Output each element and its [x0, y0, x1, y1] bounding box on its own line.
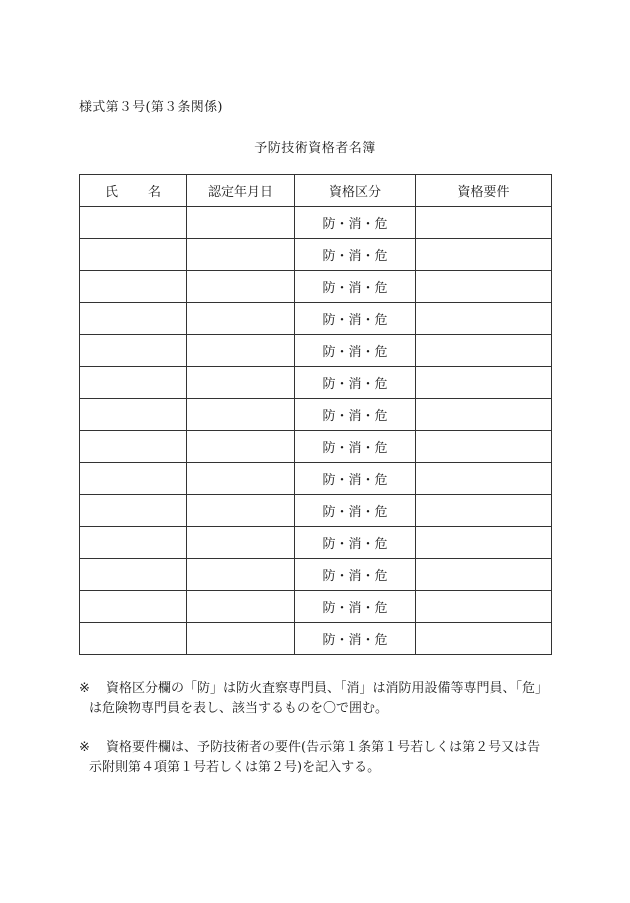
cell-qualification-requirement[interactable]: [416, 399, 552, 431]
form-number-label: 様式第３号(第３条関係): [79, 100, 223, 115]
note-text-line: 資格要件欄は、予防技術者の要件(告示第１条第１号若しくは第２号又は告: [106, 740, 541, 755]
note-qualification-class: [79, 679, 559, 719]
cell-qualification-class[interactable]: 防・消・危: [295, 367, 416, 399]
cell-qualification-class[interactable]: 防・消・危: [295, 527, 416, 559]
cell-name[interactable]: [80, 399, 187, 431]
note-text-line: 資格区分欄の「防」は防火査察専門員、「消」は消防用設備等専門員、「危」: [106, 681, 549, 696]
cell-qualification-requirement[interactable]: [416, 495, 552, 527]
table-row: [80, 303, 552, 335]
table-row: [80, 591, 552, 623]
cell-name[interactable]: [80, 463, 187, 495]
cell-qualification-requirement[interactable]: [416, 303, 552, 335]
column-header-name: [80, 175, 187, 207]
cell-name[interactable]: [80, 303, 187, 335]
cell-certified-date[interactable]: [187, 271, 295, 303]
cell-qualification-requirement[interactable]: [416, 431, 552, 463]
cell-qualification-class[interactable]: 防・消・危: [295, 303, 416, 335]
cell-certified-date[interactable]: [187, 207, 295, 239]
cell-certified-date[interactable]: [187, 303, 295, 335]
note-text-line: 示附則第４項第１号若しくは第２号)を記入する。: [89, 760, 381, 775]
note-mark: ※: [79, 681, 90, 696]
cell-name[interactable]: [80, 623, 187, 655]
cell-certified-date[interactable]: [187, 463, 295, 495]
cell-qualification-requirement[interactable]: [416, 367, 552, 399]
cell-certified-date[interactable]: [187, 527, 295, 559]
cell-qualification-requirement[interactable]: [416, 463, 552, 495]
name-header-part2: 名: [148, 185, 162, 200]
cell-certified-date[interactable]: [187, 559, 295, 591]
cell-name[interactable]: [80, 335, 187, 367]
cell-qualification-requirement[interactable]: [416, 271, 552, 303]
cell-qualification-requirement[interactable]: [416, 591, 552, 623]
cell-certified-date[interactable]: [187, 623, 295, 655]
table-row: [80, 431, 552, 463]
table-row: [80, 271, 552, 303]
cell-qualification-class[interactable]: 防・消・危: [295, 335, 416, 367]
table-row: [80, 495, 552, 527]
cell-qualification-requirement[interactable]: [416, 335, 552, 367]
note-qualification-requirement: [79, 738, 559, 778]
cell-name[interactable]: [80, 559, 187, 591]
cell-name[interactable]: [80, 239, 187, 271]
column-header-qualification-requirement: 資格要件: [416, 175, 552, 207]
table-row: [80, 463, 552, 495]
table-body: [80, 207, 552, 655]
cell-name[interactable]: [80, 495, 187, 527]
table-header-row: [80, 175, 552, 207]
table-row: [80, 527, 552, 559]
qualified-persons-roster-table: [79, 174, 552, 655]
cell-name[interactable]: [80, 271, 187, 303]
cell-qualification-requirement[interactable]: [416, 207, 552, 239]
table-row: [80, 623, 552, 655]
table-row: [80, 367, 552, 399]
cell-qualification-class[interactable]: 防・消・危: [295, 623, 416, 655]
cell-qualification-class[interactable]: 防・消・危: [295, 591, 416, 623]
cell-qualification-class[interactable]: 防・消・危: [295, 271, 416, 303]
cell-qualification-class[interactable]: 防・消・危: [295, 399, 416, 431]
cell-name[interactable]: [80, 431, 187, 463]
note-mark: ※: [79, 740, 90, 755]
cell-qualification-requirement[interactable]: [416, 527, 552, 559]
cell-name[interactable]: [80, 367, 187, 399]
cell-qualification-class[interactable]: 防・消・危: [295, 431, 416, 463]
table-row: [80, 207, 552, 239]
name-header-part1: 氏: [104, 185, 118, 200]
cell-qualification-class[interactable]: 防・消・危: [295, 495, 416, 527]
cell-certified-date[interactable]: [187, 399, 295, 431]
cell-qualification-class[interactable]: 防・消・危: [295, 463, 416, 495]
document-title: 予防技術資格者名簿: [254, 141, 376, 156]
cell-qualification-requirement[interactable]: [416, 559, 552, 591]
cell-certified-date[interactable]: [187, 367, 295, 399]
cell-qualification-class[interactable]: 防・消・危: [295, 239, 416, 271]
cell-qualification-class[interactable]: 防・消・危: [295, 559, 416, 591]
column-header-certified-date: 認定年月日: [187, 175, 295, 207]
column-header-qualification-class: 資格区分: [295, 175, 416, 207]
cell-certified-date[interactable]: [187, 591, 295, 623]
cell-qualification-requirement[interactable]: [416, 623, 552, 655]
cell-name[interactable]: [80, 527, 187, 559]
cell-qualification-requirement[interactable]: [416, 239, 552, 271]
table-row: [80, 239, 552, 271]
cell-certified-date[interactable]: [187, 431, 295, 463]
table-row: [80, 335, 552, 367]
cell-qualification-class[interactable]: 防・消・危: [295, 207, 416, 239]
cell-name[interactable]: [80, 207, 187, 239]
cell-certified-date[interactable]: [187, 239, 295, 271]
table-row: [80, 559, 552, 591]
table-row: [80, 399, 552, 431]
cell-name[interactable]: [80, 591, 187, 623]
note-text-line: は危険物専門員を表し、該当するものを〇で囲む。: [89, 701, 389, 716]
cell-certified-date[interactable]: [187, 495, 295, 527]
cell-certified-date[interactable]: [187, 335, 295, 367]
